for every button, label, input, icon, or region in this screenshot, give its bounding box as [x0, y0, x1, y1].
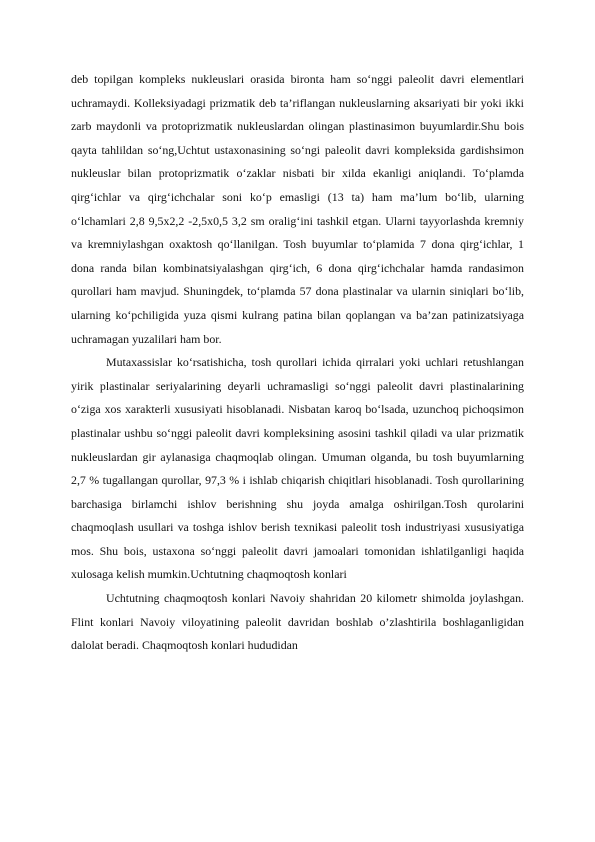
body-paragraph: Uchtutning chaqmoqtosh konlari Navoiy shahridan 20 kilometr shimolda joylashgan. Flint konlari Navoiy viloyatining paleolit davridan boshlab o’zlashtirila boshlaganligidan dalolat beradi. Chaqmoqtosh konlari hududidan	[71, 591, 524, 653]
body-paragraph: Mutaxassislar ko‘rsatishicha, tosh qurollari ichida qirralari yoki uchlari retushlangan yirik plastinalar seriyalarining deyarli uchramasligi so‘nggi paleolit davri plastinalarining o‘ziga xos xarakterli xususiyati hisoblanadi. Nisbatan karoq bo‘lsada, uzunchoq pichoqsimon plastinalar ushbu so‘nggi paleolit davri kompleksining asosini tashkil qiladi va ular prizmatik nukleuslardan gir aylanasiga chaqmoqlab olingan. Umuman olganda, bu tosh buyumlarning 2,7 % tugallangan qurollar, 97,3 % i ishlab chiqarish chiqitlari hisoblanadi. Tosh qurollarining barchasiga birlamchi ishlov berishning shu joyda amalga oshirilgan.Tosh qurolarini chaqmoqlash usullari va toshga ishlov berish texnikasi paleolit tosh industriyasi xususiyatiga mos. Shu bois, ustaxona so‘nggi paleolit davri jamoalari tomonidan ishlatilganligi haqida xulosaga kelish mumkin.Uchtutning chaqmoqtosh konlari	[71, 355, 524, 582]
document-page	[71, 68, 524, 658]
body-paragraph: deb topilgan kompleks nukleuslari orasida bironta ham so‘nggi paleolit davri elementlari uchramaydi. Kolleksiyadagi prizmatik deb ta’riflangan nukleuslarning aksariyati bir yoki ikki zarb maydonli va protoprizmatik nukleuslardan olingan plastinasimon buyumlardir.Shu bois qayta tahlildan so‘ng,Uchtut ustaxonasining so‘ngi paleolit davri kompleksida gardishsimon nukleuslar bilan protoprizmatik o‘zaklar nisbati bir xilda ekanligi aniqlandi. To‘plamda qirg‘ichlar va qirg‘ichchalar soni ko‘p emasligi (13 ta) ham ma’lum bo‘lib, ularning o‘lchamlari 2,8 9,5x2,2 -2,5x0,5 3,2 sm oralig‘ini tashkil etgan. Ularni tayyorlashda kremniy va kremniylashgan oxaktosh qo‘llanilgan. Tosh buyumlar to‘plamida 7 dona qirg‘ichlar, 1 dona randa bilan kombinatsiyalashgan qirg‘ich, 6 dona qirg‘ichchalar hamda randasimon qurollari ham mavjud. Shuningdek, to‘plamda 57 dona plastinalar va ularnin siniqlari bo‘lib, ularning ko‘pchiligida yuza qismi kulrang patina bilan qoplangan va ba’zan patinizatsiyaga uchramagan yuzalilari ham bor.	[71, 72, 524, 346]
